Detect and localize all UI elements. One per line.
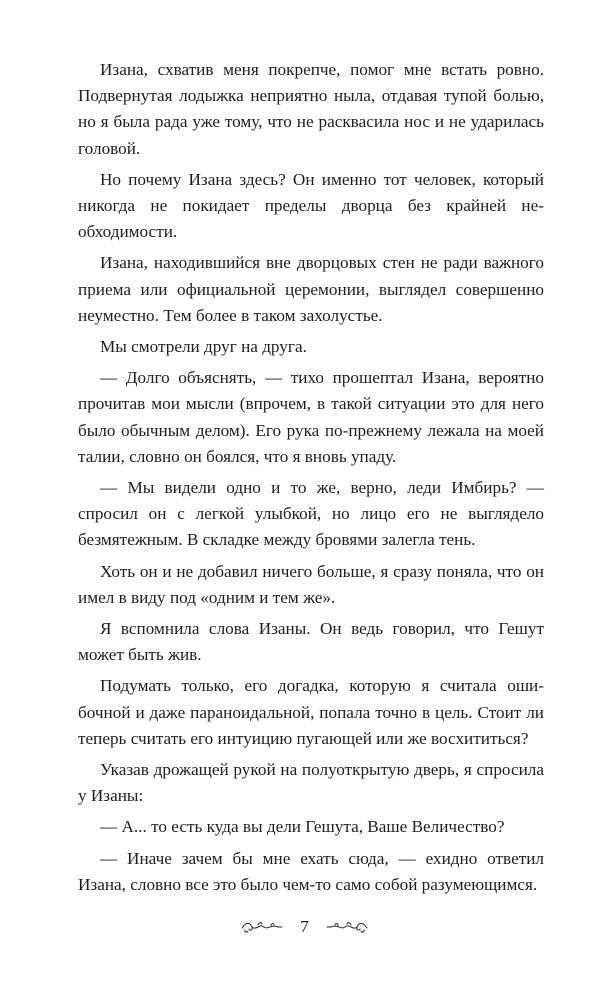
paragraph-3: Изана, находившийся вне дворцовых стен не ради важного приема или официальной церемонии, выглядел совершенно неуместно. Тем более в таком захолустье. — [78, 253, 544, 325]
paragraph-8: Я вспомнила слова Изаны. Он ведь говорил, что Гешут может быть жив. — [78, 619, 544, 665]
paragraph-6: — Мы видели одно и то же, верно, леди Имбирь? — спросил он с легкой улыбкой, но лицо его не выглядело безмятежным. В складке между бровями залегла тень. — [78, 478, 544, 550]
paragraph-7: Хоть он и не добавил ничего больше, я сразу поняла, что он имел в виду под «одним и тем же». — [78, 561, 544, 607]
page-footer — [0, 912, 609, 942]
floral-ornament-right-icon — [325, 919, 371, 935]
paragraph-2: Но почему Изана здесь? Он именно тот человек, который никогда не покидает пределы дворца без крайней необходимости. — [78, 169, 544, 242]
page-body — [78, 57, 544, 903]
paragraph-10: Указав дрожащей рукой на полуоткрытую дверь, я спросила у Изаны: — [78, 760, 544, 806]
paragraph-11: — А... то есть куда вы дели Гешута, Ваше Величество? — [100, 817, 505, 837]
paragraph-5: — Долго объяснять, — тихо прошептал Изана, вероятно прочитав мои мысли (впрочем, в такой ситуации это для него было обычным делом). Его рука по-прежнему лежала на моей талии, словно он боялся, что я вновь упаду. — [78, 368, 544, 466]
paragraph-1: Изана, схватив меня покрепче, помог мне встать ровно. Подвернутая лодыжка неприятно ныла, отдавая тупой болью, но я была рада уже тому, что не расквасила нос и не ударилась головой. — [78, 60, 544, 158]
paragraph-9: Подумать только, его догадка, которую я считала ошибочной и даже параноидальной, попала точно в цель. Стоит ли теперь считать его интуицию пугающей или же восхититься? — [78, 676, 544, 748]
paragraph-12: — Иначе зачем бы мне ехать сюда, — ехидно ответил Изана, словно все это было чем-то само собой разумеющимся. — [78, 848, 544, 894]
page-number: 7 — [300, 917, 309, 936]
paragraph-4: Мы смотрели друг на друга. — [100, 337, 307, 357]
floral-ornament-left-icon — [238, 919, 284, 935]
